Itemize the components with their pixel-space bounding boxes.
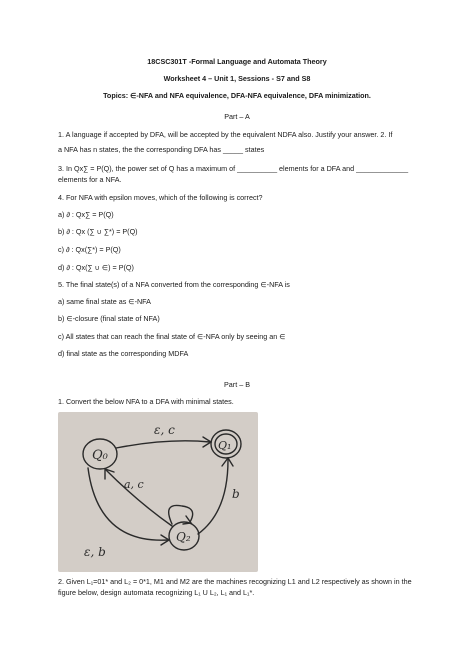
question-3-line-1: 3. In Qx∑ = P(Q), the power set of Q has a maximum of __________ elements for a DFA and _____________ xyxy=(58,164,409,173)
edge-label-q2-q1: b xyxy=(232,487,240,501)
question-4-option-d: d) ∂ : Qx(∑ ∪ ∈) = P(Q) xyxy=(58,263,134,272)
state-q1-label: Q₁ xyxy=(218,439,232,452)
edge-q2-q1 xyxy=(198,460,228,534)
nfa-diagram-svg xyxy=(58,412,258,572)
question-4-option-a: a) ∂ : Qx∑ = P(Q) xyxy=(58,210,114,219)
question-5-option-c: c) All states that can reach the final state of ∈-NFA only by seeing an ∈ xyxy=(58,332,286,341)
question-3-line-2: elements for a NFA. xyxy=(58,175,122,184)
question-5-option-a: a) same final state as ∈-NFA xyxy=(58,297,151,306)
edge-label-q2-q0: a, c xyxy=(124,478,144,491)
edge-label-q0-q1: ε, c xyxy=(154,423,175,437)
part-b-question-2-line-2: figure below, design automata recognizing L₁ U L₂, L₁ and L₁*. xyxy=(58,588,255,597)
state-q0-label: Q₀ xyxy=(92,448,108,463)
edge-q0-q1 xyxy=(116,441,210,448)
question-5-option-d: d) final state as the corresponding MDFA xyxy=(58,349,189,358)
part-b-question-2-line-1: 2. Given L₁=01* and L₂ = 0*1, M1 and M2 are the machines recognizing L1 and L2 respectively as shown in the xyxy=(58,577,412,586)
question-4: 4. For NFA with epsilon moves, which of the following is correct? xyxy=(58,193,263,202)
question-5: 5. The final state(s) of a NFA converted from the corresponding ∈-NFA is xyxy=(58,280,290,289)
document-title: 18CSC301T -Formal Language and Automata Theory xyxy=(147,57,327,66)
state-q2-label: Q₂ xyxy=(176,530,191,544)
question-1-line-2: a NFA has n states, the the corresponding DFA has _____ states xyxy=(58,145,265,154)
question-5-option-b: b) ∈-closure (final state of NFA) xyxy=(58,314,160,323)
question-4-option-c: c) ∂ : Qx(∑*) = P(Q) xyxy=(58,245,121,254)
arrowhead-self-loop-q2 xyxy=(183,516,191,524)
part-b-question-1: 1. Convert the below NFA to a DFA with minimal states. xyxy=(58,397,234,406)
topics-line: Topics: ∈-NFA and NFA equivalence, DFA-NFA equivalence, DFA minimization. xyxy=(103,91,371,100)
part-a-heading: Part – A xyxy=(224,112,250,121)
edge-label-q0-q2: ε, b xyxy=(84,545,106,559)
worksheet-subtitle: Worksheet 4 – Unit 1, Sessions - S7 and S8 xyxy=(163,74,311,83)
part-b-heading: Part – B xyxy=(224,380,250,389)
nfa-handwritten-diagram xyxy=(58,412,258,572)
question-1-line-1: 1. A language if accepted by DFA, will be accepted by the equivalent NDFA also. Justify your answer. 2. If xyxy=(58,130,393,139)
question-4-option-b: b) ∂ : Qx (∑ ∪ ∑*) = P(Q) xyxy=(58,227,138,236)
